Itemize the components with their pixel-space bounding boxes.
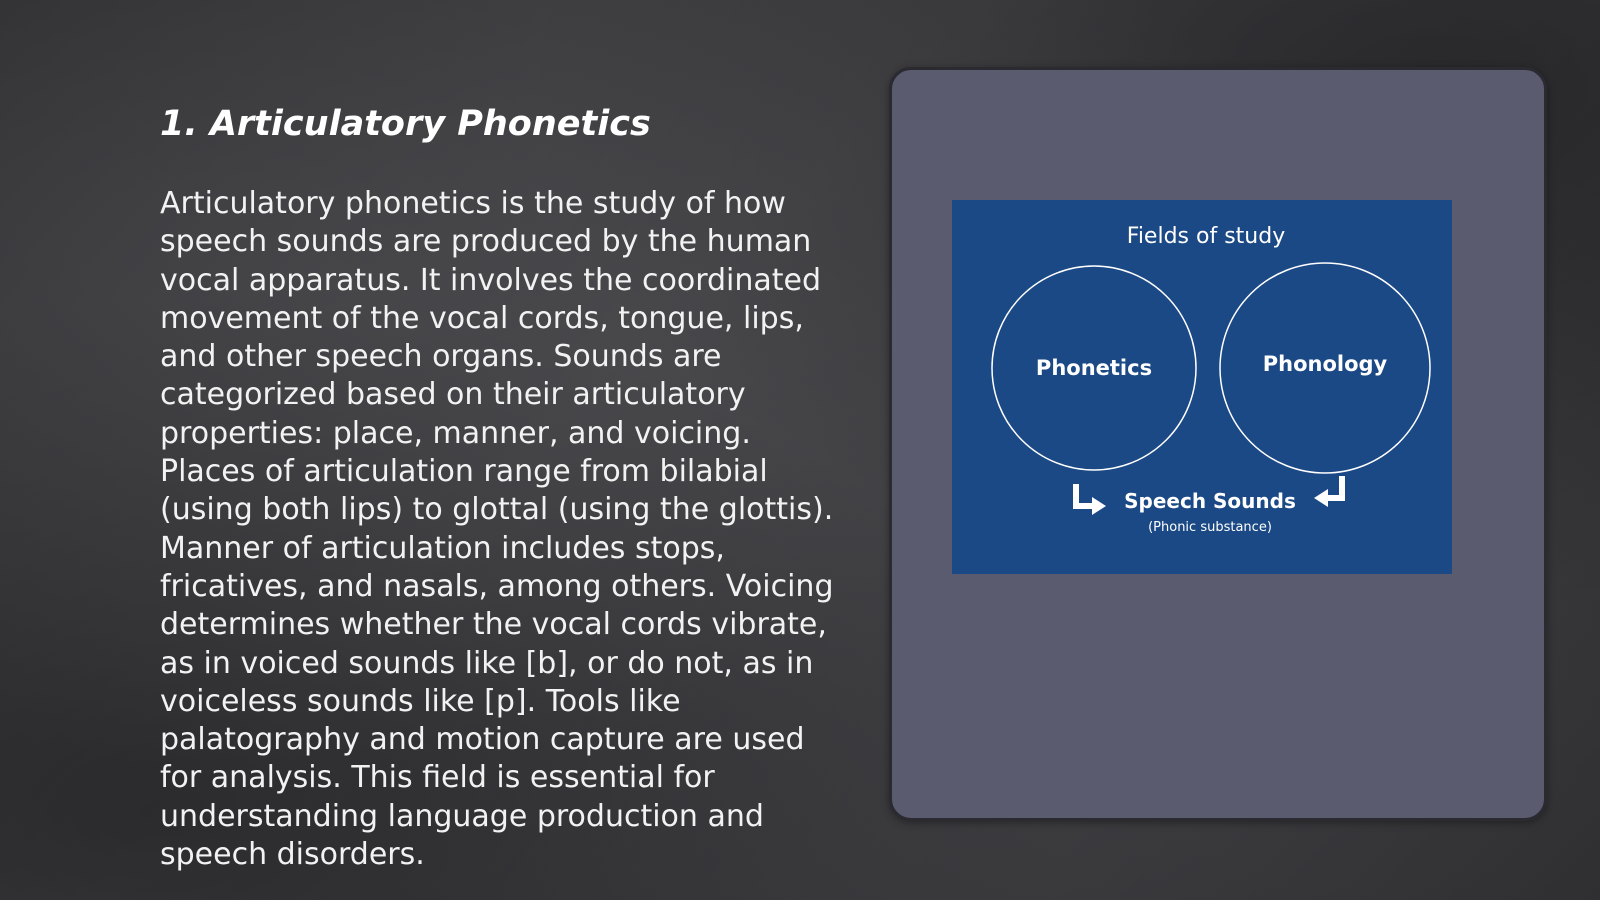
turn-right-arrow-icon: [1076, 484, 1106, 515]
body-line: fricatives, and nasals, among others. Voicing: [160, 568, 834, 604]
body-line: and other speech organs. Sounds are: [160, 339, 722, 375]
body-line: Manner of articulation includes stops,: [160, 530, 725, 566]
image-panel: [889, 67, 1547, 821]
diagram-title: Fields of study: [1126, 224, 1286, 249]
speech-sounds-label: Speech Sounds: [1124, 489, 1296, 513]
turn-left-arrow-icon: [1314, 476, 1342, 507]
body-line: determines whether the vocal cords vibrate,: [160, 607, 827, 643]
phonology-label: Phonology: [1262, 352, 1388, 376]
body-line: movement of the vocal cords, tongue, lips,: [160, 300, 804, 336]
body-line: understanding language production and: [160, 798, 764, 834]
body-line: Places of articulation range from bilabial: [160, 454, 768, 490]
fields-of-study-diagram: [952, 200, 1452, 574]
body-line: (using both lips) to glottal (using the glottis).: [160, 492, 834, 528]
phonic-substance-label: (Phonic substance): [1148, 520, 1272, 535]
body-line: as in voiced sounds like [b], or do not, as in: [160, 645, 814, 681]
body-line: speech sounds are produced by the human: [160, 224, 812, 260]
body-line: categorized based on their articulatory: [160, 377, 746, 413]
body-line: Articulatory phonetics is the study of how: [160, 186, 786, 221]
body-line: for analysis. This field is essential for: [160, 760, 715, 796]
body-line: voiceless sounds like [p]. Tools like: [160, 683, 681, 719]
body-line: palatography and motion capture are used: [160, 722, 805, 758]
slide-title: 1. Articulatory Phonetics: [160, 104, 651, 144]
body-line: properties: place, manner, and voicing.: [160, 415, 751, 451]
phonetics-label: Phonetics: [1035, 356, 1153, 380]
body-line: vocal apparatus. It involves the coordinated: [160, 262, 822, 298]
slide-body-text: [160, 185, 840, 874]
body-line: speech disorders.: [160, 837, 425, 873]
